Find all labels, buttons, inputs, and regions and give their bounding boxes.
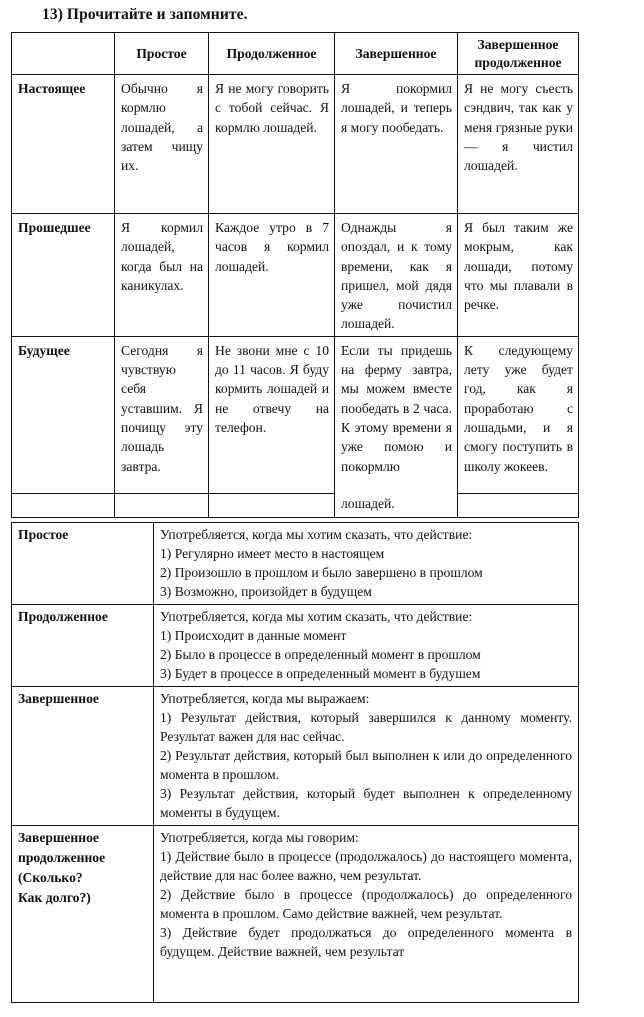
- table-row-empty: [12, 493, 579, 517]
- usage-point: 1) Происходит в данные момент: [160, 628, 347, 643]
- usage-point: 3) Действие будет продолжаться до определенного момента в будущем. Действие важней, чем результат: [160, 925, 572, 959]
- usage-point: 3) Возможно, произойдет в будущем: [160, 584, 372, 599]
- row-label-future: Будущее: [12, 336, 115, 493]
- empty-cell: [12, 493, 115, 517]
- tense-usage-table: [11, 522, 579, 1003]
- cell-past-continuous: Каждое утро в 7 часов я кормил лошадей.: [209, 214, 335, 337]
- usage-row-perfect: [12, 687, 579, 826]
- usage-label-perfect: Завершенное: [12, 687, 154, 826]
- cell-present-perfect-continuous: Я не могу съесть сэндвич, так как у меня грязные руки — я чистил лошадей.: [458, 75, 579, 214]
- usage-intro: Употребляется, когда мы хотим сказать, что действие:: [160, 527, 473, 542]
- usage-point: 2) Действие было в процессе (продолжалось) до определенного момента в прошлом. Само действие важней, чем результат.: [160, 887, 572, 921]
- usage-intro: Употребляется, когда мы выражаем:: [160, 691, 370, 706]
- table-row-future: [12, 336, 579, 493]
- usage-row-simple: [12, 523, 579, 605]
- usage-desc-perfect: [154, 687, 579, 826]
- usage-intro: Употребляется, когда мы хотим сказать, что действие:: [160, 609, 473, 624]
- header-continuous: Продолженное: [209, 33, 335, 75]
- cell-present-continuous: Я не могу говорить с тобой сейчас. Я кормлю лошадей.: [209, 75, 335, 214]
- cell-future-perfect: Если ты придешь на ферму завтра, мы можем вместе пообедать в 2 часа. К этому времени я уже помою и покормлю: [335, 336, 458, 493]
- row-label-past: Прошедшее: [12, 214, 115, 337]
- usage-point: 2) Произошло в прошлом и было завершено в прошлом: [160, 565, 483, 580]
- cell-past-perfect-continuous: Я был таким же мокрым, как лошади, потому что мы плавали в речке.: [458, 214, 579, 337]
- usage-point: 2) Было в процессе в определенный момент в прошлом: [160, 647, 481, 662]
- usage-desc-simple: [154, 523, 579, 605]
- cell-past-simple: Я кормил лошадей, когда был на каникулах.: [115, 214, 209, 337]
- cell-present-simple: Обычно я кормлю лошадей, а затем чищу их.: [115, 75, 209, 214]
- header-empty-cell: [12, 33, 115, 75]
- usage-point: 3) Будет в процессе в определенный момент в будушем: [160, 666, 481, 681]
- cell-future-continuous: Не звони мне с 10 до 11 часов. Я буду кормить лошадей и не отвечу на телефон.: [209, 336, 335, 493]
- usage-desc-perfect-continuous: [154, 826, 579, 1003]
- cell-past-perfect: Однажды я опоздал, и к тому времени, как я пришел, мой дядя уже почистил лошадей.: [335, 214, 458, 337]
- usage-row-continuous: [12, 605, 579, 687]
- usage-point: 2) Результат действия, который был выполнен к или до определенного момента в прошлом.: [160, 748, 572, 782]
- cell-present-perfect: Я покормил лошадей, и теперь я могу пообедать.: [335, 75, 458, 214]
- cell-future-simple: Сегодня я чувствую себя уставшим. Я почищу эту лошадь завтра.: [115, 336, 209, 493]
- usage-row-perfect-continuous: [12, 826, 579, 1003]
- usage-desc-continuous: [154, 605, 579, 687]
- usage-point: 1) Действие было в процессе (продолжалось) до настоящего момента, действие для нас более важно, чем результат.: [160, 849, 572, 883]
- empty-cell: [115, 493, 209, 517]
- table-header-row: [12, 33, 579, 75]
- exercise-title: 13) Прочитайте и запомните.: [42, 6, 248, 23]
- usage-point: 3) Результат действия, который будет выполнен к определенному моменты в будущем.: [160, 786, 572, 820]
- table-row-present: [12, 75, 579, 214]
- usage-point: 1) Результат действия, который завершился к данному моменту. Результат важен для нас сейчас.: [160, 710, 572, 744]
- empty-cell: [458, 493, 579, 517]
- tense-examples-table: [11, 32, 579, 518]
- table-row-past: [12, 214, 579, 337]
- cell-future-perfect-continuous: К следующему лету уже будет год, как я проработаю с лошадьми, и я смогу поступить в школу жокеев.: [458, 336, 579, 493]
- usage-point: 1) Регулярно имеет место в настоящем: [160, 546, 385, 561]
- usage-intro: Употребляется, когда мы говорим:: [160, 830, 359, 845]
- header-simple: Простое: [115, 33, 209, 75]
- header-perfect: Завершенное: [335, 33, 458, 75]
- usage-label-simple: Простое: [12, 523, 154, 605]
- row-label-present: Настоящее: [12, 75, 115, 214]
- usage-label-perfect-continuous: Завершенное продолженное (Сколько? Как долго?): [12, 826, 154, 1003]
- usage-label-continuous: Продолженное: [12, 605, 154, 687]
- header-perfect-continuous: Завершенное продолженное: [458, 33, 579, 75]
- empty-cell: [209, 493, 335, 517]
- overflow-text-cell: лошадей.: [335, 493, 458, 517]
